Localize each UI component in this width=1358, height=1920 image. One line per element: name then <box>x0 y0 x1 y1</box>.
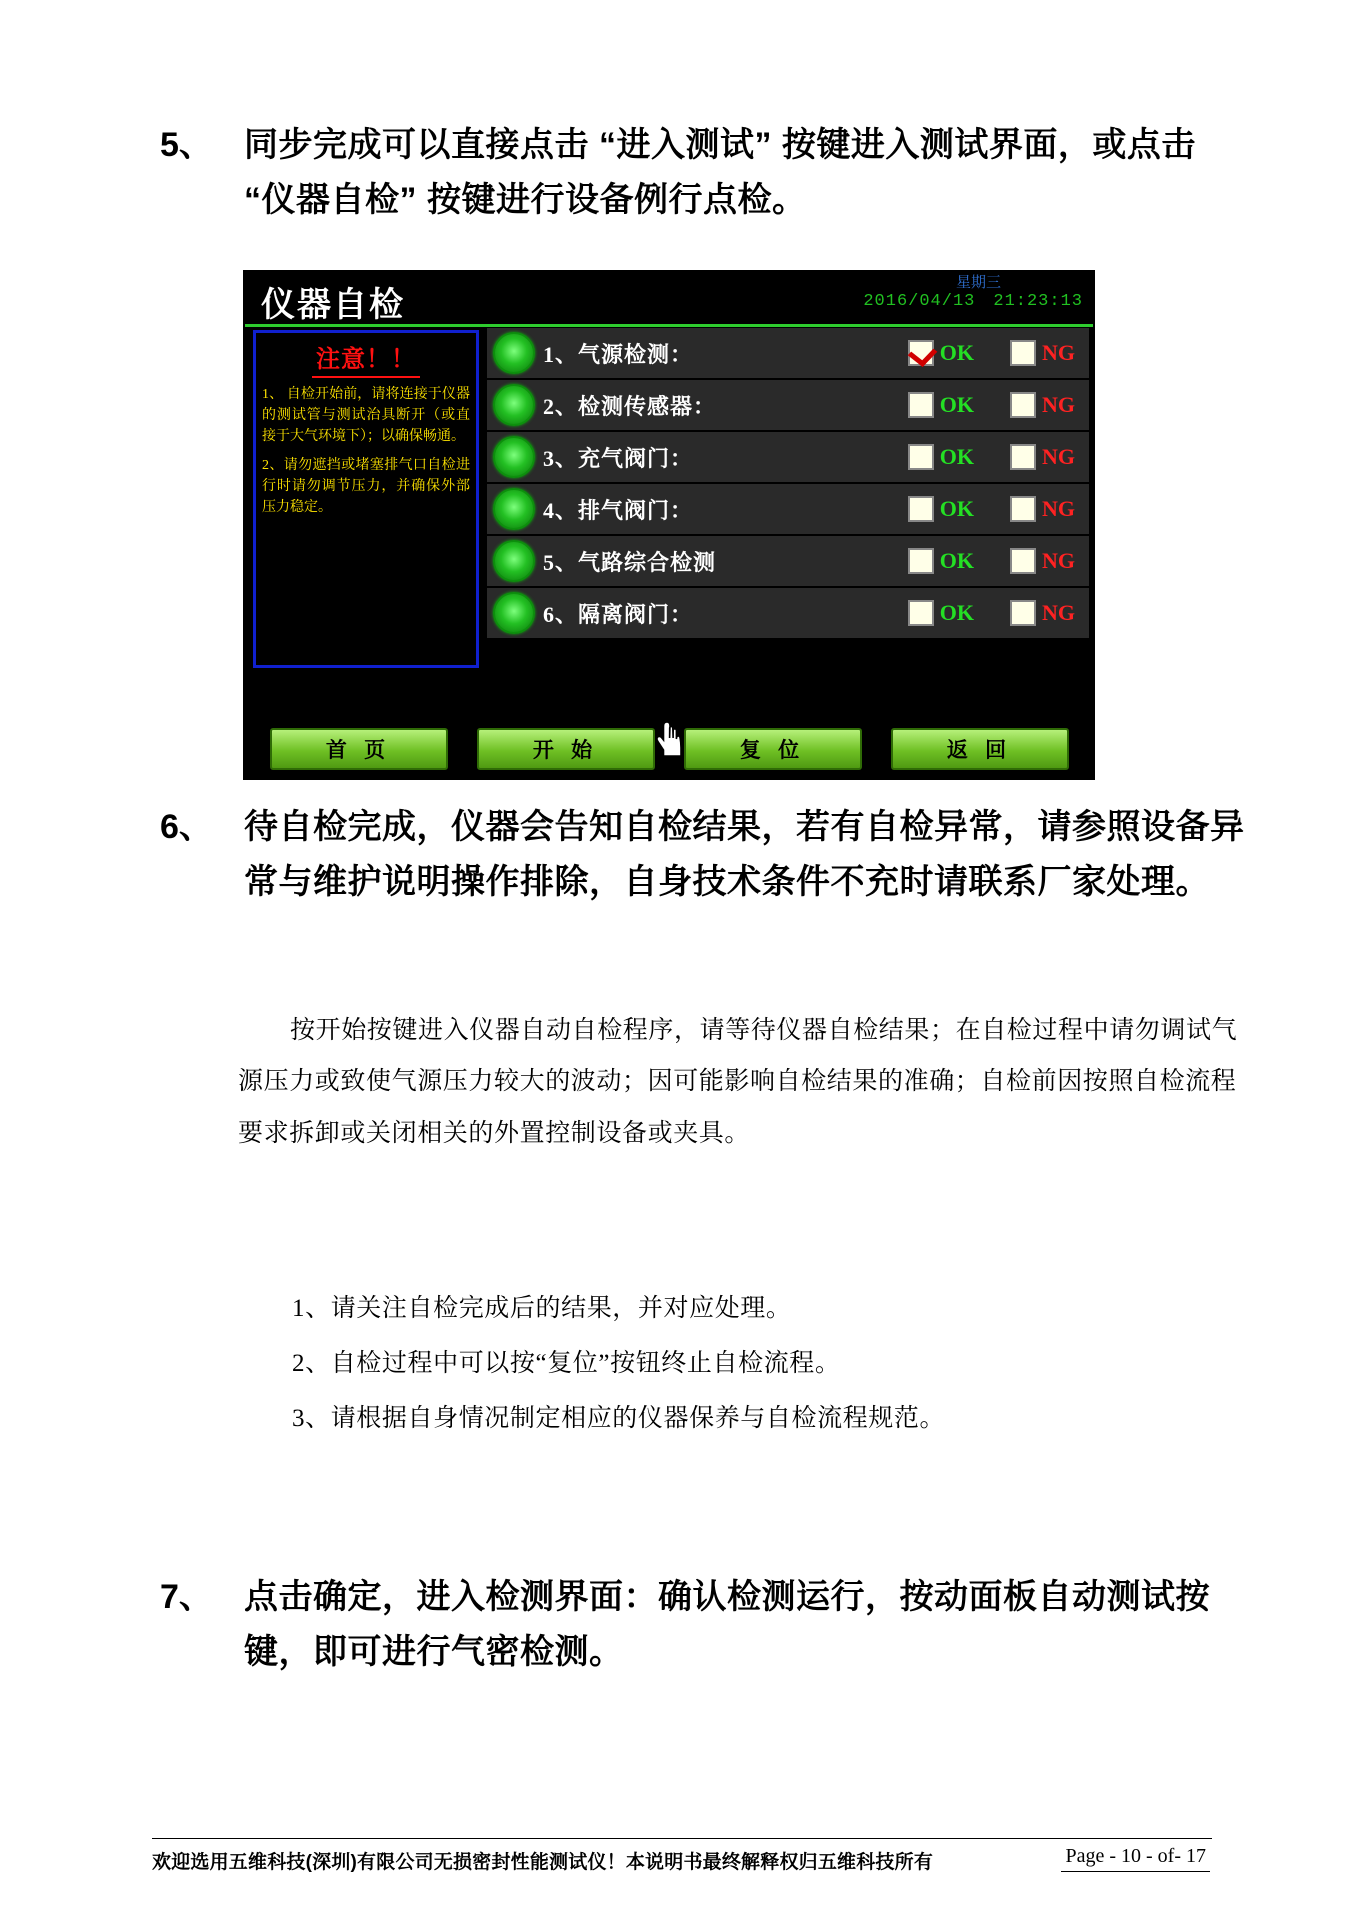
sub-item-3: 3、请根据自身情况制定相应的仪器保养与自检流程规范。 <box>292 1405 946 1432</box>
status-lamp-icon <box>493 332 535 374</box>
page-number: Page - 10 - of- 17 <box>1061 1845 1210 1872</box>
notice-item-2: 2、请勿遮挡或堵塞排气口自检进行时请勿调节压力，并确保外部压力稳定。 <box>262 458 470 515</box>
ng-label: NG <box>1042 548 1075 573</box>
ok-checkbox[interactable] <box>908 496 934 522</box>
table-row[interactable] <box>487 380 1089 430</box>
ng-checkbox[interactable] <box>1010 444 1036 470</box>
status-lamp-icon <box>493 384 535 426</box>
row-label: 4、排气阀门： <box>543 497 694 523</box>
step-5-number: 5、 <box>160 126 213 164</box>
start-button[interactable]: 开 始 <box>477 728 655 770</box>
ng-checkbox[interactable] <box>1010 600 1036 626</box>
table-row[interactable] <box>487 328 1089 378</box>
paragraph-main: 按开始按键进入仪器自动自检程序，请等待仪器自检结果；在自检过程中请勿调试气源压力或致使气源压力较大的波动；因可能影响自检结果的准确；自检前因按照自检流程要求拆卸或关闭相关的外置控制设备或夹具。 <box>238 1017 1238 1147</box>
ok-checkbox[interactable] <box>908 444 934 470</box>
status-lamp-icon <box>493 488 535 530</box>
step-7-number: 7、 <box>160 1578 213 1616</box>
hmi-time: 21:23:13 <box>993 292 1083 311</box>
hmi-screenshot <box>243 270 1095 780</box>
hmi-title: 仪器自检 <box>261 286 405 324</box>
notice-title: 注意！！ <box>312 339 420 378</box>
ng-checkbox[interactable] <box>1010 548 1036 574</box>
ok-label: OK <box>939 392 974 417</box>
notice-panel <box>253 330 479 668</box>
step-5-text: 同步完成可以直接点击 “进入测试” 按键进入测试界面，或点击 “仪器自检” 按键进行设备例行点检。 <box>244 126 1196 220</box>
ng-checkbox[interactable] <box>1010 496 1036 522</box>
ok-label: OK <box>939 548 974 573</box>
ok-label: OK <box>939 340 974 365</box>
ng-checkbox[interactable] <box>1010 340 1036 366</box>
status-lamp-icon <box>493 436 535 478</box>
step-7 <box>160 1570 1250 1680</box>
sub-item-2: 2、自检过程中可以按“复位”按钮终止自检流程。 <box>292 1350 841 1377</box>
ng-label: NG <box>1042 600 1075 625</box>
row-label: 1、气源检测： <box>543 341 694 367</box>
notice-item-1: 1、 自检开始前，请将连接于仪器的测试管与测试治具断开（或直接于大气环境下）；以确保畅通。 <box>262 387 470 444</box>
footer-text: 欢迎选用五维科技(深圳)有限公司无损密封性能测试仪！本说明书最终解释权归五维科技所有 <box>152 1852 934 1873</box>
ok-checkbox[interactable] <box>908 600 934 626</box>
row-label: 2、检测传感器： <box>543 393 717 419</box>
status-lamp-icon <box>493 540 535 582</box>
step-7-text: 点击确定，进入检测界面：确认检测运行，按动面板自动测试按键，即可进行气密检测。 <box>244 1578 1210 1672</box>
row-label: 3、充气阀门： <box>543 445 694 471</box>
ok-label: OK <box>939 444 974 469</box>
step-6 <box>160 800 1250 910</box>
sub-item-1: 1、请关注自检完成后的结果，并对应处理。 <box>292 1295 792 1322</box>
row-label: 5、气路综合检测 <box>543 549 717 575</box>
ng-label: NG <box>1042 496 1075 521</box>
footer-divider <box>152 1838 1212 1839</box>
step-5 <box>160 118 1250 228</box>
ng-label: NG <box>1042 392 1075 417</box>
hmi-body <box>245 324 1093 724</box>
hmi-weekday: 星期三 <box>955 274 1001 291</box>
ng-label: NG <box>1042 444 1075 469</box>
hand-cursor-icon <box>655 720 689 760</box>
table-row[interactable] <box>487 432 1089 482</box>
ok-checkbox[interactable] <box>908 340 934 366</box>
ok-label: OK <box>939 600 974 625</box>
reset-button[interactable]: 复 位 <box>684 728 862 770</box>
hmi-date: 2016/04/13 <box>863 292 976 311</box>
ok-checkbox[interactable] <box>908 548 934 574</box>
back-button[interactable]: 返 回 <box>891 728 1069 770</box>
step-6-number: 6、 <box>160 808 213 846</box>
ng-label: NG <box>1042 340 1075 365</box>
home-button[interactable]: 首 页 <box>270 728 448 770</box>
ok-label: OK <box>939 496 974 521</box>
selftest-row-list <box>487 328 1089 640</box>
ok-checkbox[interactable] <box>908 392 934 418</box>
table-row[interactable] <box>487 588 1089 638</box>
table-row[interactable] <box>487 536 1089 586</box>
row-label: 6、隔离阀门： <box>543 601 694 627</box>
status-lamp-icon <box>493 592 535 634</box>
hmi-datetime <box>863 292 1083 311</box>
table-row[interactable] <box>487 484 1089 534</box>
ng-checkbox[interactable] <box>1010 392 1036 418</box>
hmi-header <box>245 272 1093 327</box>
step-6-text: 待自检完成，仪器会告知自检结果，若有自检异常，请参照设备异常与维护说明操作排除，自身技术条件不充时请联系厂家处理。 <box>244 808 1245 902</box>
